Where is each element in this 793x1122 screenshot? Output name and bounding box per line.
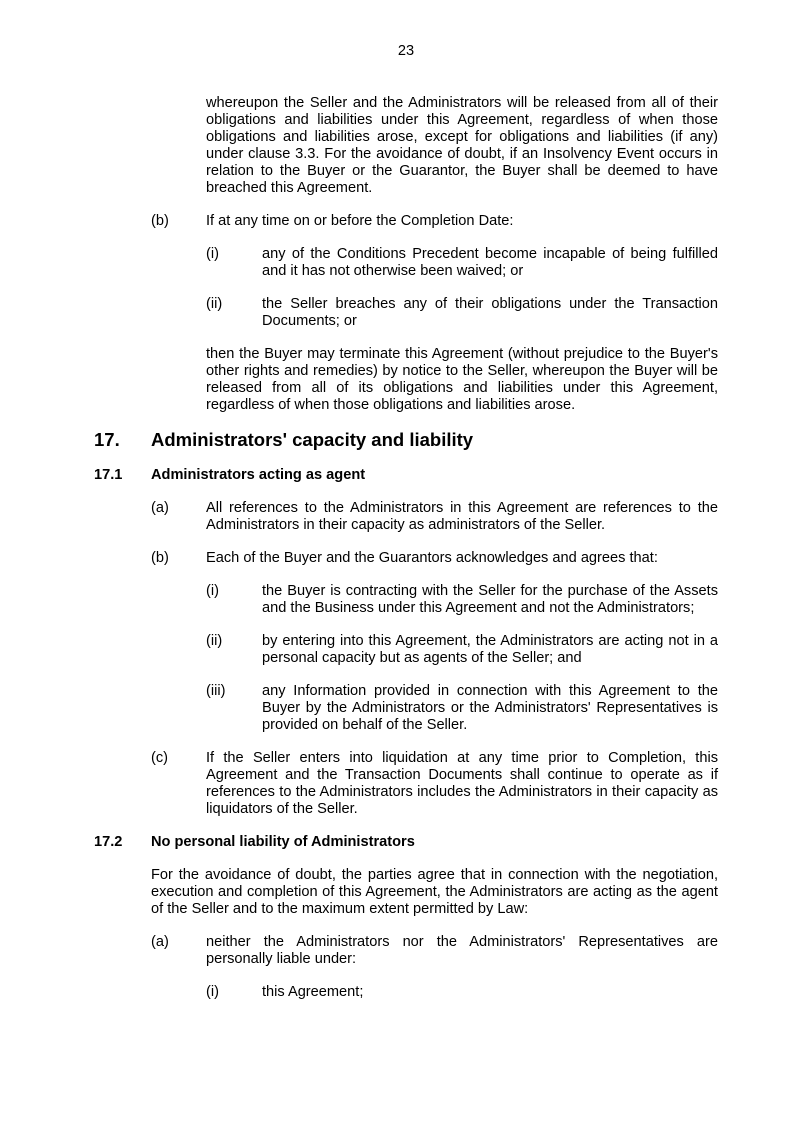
- clause-17-1-item-b: [151, 550, 718, 567]
- clause-17-1-sub-item-i: [206, 583, 718, 617]
- clause-16-termination-paragraph: then the Buyer may terminate this Agreement (without prejudice to the Buyer's other rights and remedies) by notice to the Seller, whereupon the Buyer will be released from all of its obligations and liabilities under this Agreement, regardless of when those obligations and liabilities arose.: [206, 346, 718, 413]
- item-label-a: (a): [151, 500, 169, 516]
- item-label-b: (b): [151, 213, 169, 229]
- sub-item-text-i: any of the Conditions Precedent become incapable of being fulfilled and it has not otherwise been waived; or: [262, 246, 718, 279]
- item-label-c: (c): [151, 750, 169, 766]
- item-text-c: If the Seller enters into liquidation at any time prior to Completion, this Agreement and the Transaction Documents shall continue to operate as if references to the Administrators includes the Administrators in their capacity as liquidators of the Seller.: [206, 750, 718, 817]
- clause-17-2-heading: [94, 834, 718, 851]
- item-text-b: Each of the Buyer and the Guarantors acknowledges and agrees that:: [206, 550, 658, 566]
- clause-number: 17.2: [94, 834, 123, 850]
- clause-title: Administrators acting as agent: [151, 467, 366, 483]
- clause-title: No personal liability of Administrators: [151, 834, 415, 850]
- clause-16-item-b: [151, 213, 718, 230]
- clause-17-1-sub-item-iii: [206, 683, 718, 734]
- sub-item-text-i: this Agreement;: [262, 984, 364, 1000]
- section-17-heading: [94, 429, 718, 451]
- clause-17-1-sub-item-ii: [206, 633, 718, 667]
- sub-item-text-i: the Buyer is contracting with the Seller for the purchase of the Assets and the Business under this Agreement and not the Administrators;: [262, 583, 718, 616]
- page-number: 23: [397, 43, 415, 59]
- clause-16-sub-item-ii: [206, 296, 718, 330]
- sub-item-label-iii: (iii): [206, 683, 226, 699]
- sub-item-text-ii: by entering into this Agreement, the Administrators are acting not in a personal capacity but as agents of the Seller; and: [262, 633, 718, 666]
- clause-17-2-intro-paragraph: For the avoidance of doubt, the parties agree that in connection with the negotiation, execution and completion of this Agreement, the Administrators are acting as the agent of the Seller and to the maximum extent permitted by Law:: [151, 867, 718, 917]
- clause-17-2-sub-item-i: [206, 984, 718, 1001]
- sub-item-text-iii: any Information provided in connection with this Agreement to the Buyer by the Administrators or the Administrators' Representatives is provided on behalf of the Seller.: [262, 683, 718, 733]
- clause-16-sub-item-i: [206, 246, 718, 280]
- clause-number: 17.1: [94, 467, 123, 483]
- sub-item-label-ii: (ii): [206, 633, 223, 649]
- item-text-b: If at any time on or before the Completion Date:: [206, 213, 514, 229]
- sub-item-label-i: (i): [206, 583, 219, 599]
- section-title: Administrators' capacity and liability: [151, 429, 474, 450]
- clause-17-2-item-a: [151, 934, 718, 968]
- item-label-a: (a): [151, 934, 169, 950]
- clause-17-1-heading: [94, 467, 718, 484]
- sub-item-label-i: (i): [206, 984, 219, 1000]
- clause-17-1-item-c: [151, 750, 718, 818]
- item-text-a: neither the Administrators nor the Administrators' Representatives are personally liable under:: [206, 934, 718, 967]
- sub-item-text-ii: the Seller breaches any of their obligations under the Transaction Documents; or: [262, 296, 718, 329]
- item-text-a: All references to the Administrators in this Agreement are references to the Administrators in their capacity as administrators of the Seller.: [206, 500, 718, 533]
- sub-item-label-i: (i): [206, 246, 219, 262]
- sub-item-label-ii: (ii): [206, 296, 223, 312]
- clause-16-release-paragraph: whereupon the Seller and the Administrators will be released from all of their obligations and liabilities under this Agreement, regardless of when those obligations and liabilities arose, except for obligations and liabilities (if any) under clause 3.3. For the avoidance of doubt, if an Insolvency Event occurs in relation to the Buyer or the Guarantor, the Buyer shall be deemed to have breached this Agreement.: [206, 95, 718, 196]
- clause-17-1-item-a: [151, 500, 718, 534]
- item-label-b: (b): [151, 550, 169, 566]
- section-number: 17.: [94, 429, 120, 450]
